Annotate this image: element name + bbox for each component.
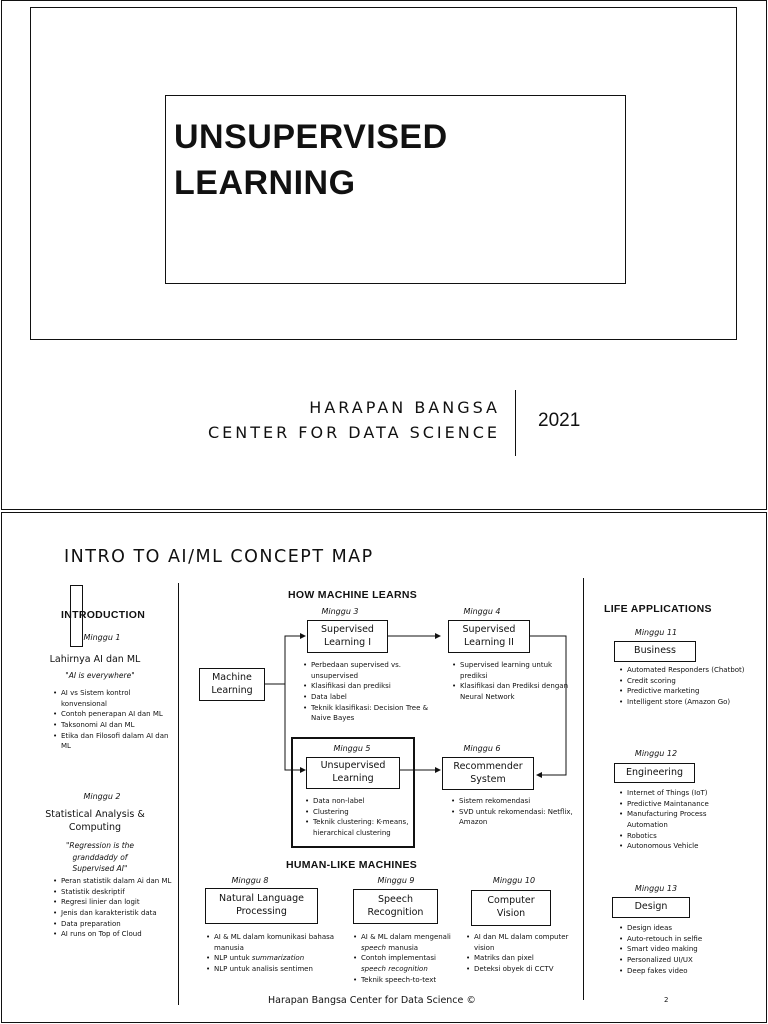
engineering-bullet: • Internet of Things (IoT) bbox=[627, 788, 746, 799]
intro-bullet: • Etika dan Filosofi dalam AI dan ML bbox=[61, 731, 176, 752]
nlp-bullet: • AI & ML dalam komunikasi bahasa manusia bbox=[214, 932, 335, 953]
sr-bullet-italic: speech bbox=[361, 943, 386, 952]
sl2-line-1: Supervised bbox=[462, 623, 516, 635]
sr-line-2: Recognition bbox=[367, 906, 424, 918]
ul-bullet: • Teknik clustering: K-means, hierarchical clustering bbox=[313, 817, 414, 838]
sr-bullets bbox=[352, 932, 452, 985]
week-5-label: Minggu 5 bbox=[333, 744, 371, 753]
business-bullet: • Credit scoring bbox=[627, 676, 746, 687]
cv-bullet: • AI dan ML dalam computer vision bbox=[474, 932, 575, 953]
cv-bullet: • Deteksi obyek di CCTV bbox=[474, 964, 575, 975]
engineering-bullet: • Predictive Maintanance bbox=[627, 799, 746, 810]
ul-line-2: Learning bbox=[332, 773, 374, 784]
rs-bullets bbox=[450, 796, 580, 828]
cv-bullet: • Matriks dan pixel bbox=[474, 953, 575, 964]
week-10-label: Minggu 10 bbox=[492, 876, 536, 885]
week-8-label: Minggu 8 bbox=[231, 876, 269, 885]
sr-line-1: Speech bbox=[377, 893, 413, 905]
intro-bullet: • Regresi linier dan logit bbox=[61, 897, 176, 908]
week-3-label: Minggu 3 bbox=[321, 607, 359, 616]
design-bullets bbox=[618, 923, 746, 976]
sl1-bullet: • Teknik klasifikasi: Decision Tree & Naive Bayes bbox=[311, 703, 434, 724]
intro-bullet: • Statistik deskriptif bbox=[61, 887, 176, 898]
sr-bullet-text-end: manusia bbox=[386, 943, 419, 952]
design-bullet: • Smart video making bbox=[627, 944, 746, 955]
business-bullet: • Predictive marketing bbox=[627, 686, 746, 697]
nlp-bullet-text: NLP untuk bbox=[214, 954, 252, 963]
sr-bullet-text: AI & ML dalam mengenali bbox=[361, 933, 451, 941]
sr-bullet bbox=[361, 953, 452, 974]
business-bullet: • Automated Responders (Chatbot) bbox=[627, 665, 746, 676]
week-6-label: Minggu 6 bbox=[463, 744, 501, 753]
week-4-label: Minggu 4 bbox=[463, 607, 501, 616]
unsupervised-learning-box bbox=[306, 757, 400, 789]
quote-2-line-3: Supervised AI" bbox=[72, 864, 128, 873]
engineering-bullets bbox=[618, 788, 746, 852]
intro-bullet: • Peran statistik dalam Ai dan ML bbox=[61, 876, 176, 887]
engineering-bullet: • Autonomous Vehicle bbox=[627, 841, 746, 852]
design-bullet: • Design ideas bbox=[627, 923, 746, 934]
intro-bullet: • Taksonomi AI dan ML bbox=[61, 720, 176, 731]
design-bullet: • Auto-retouch in selfie bbox=[627, 934, 746, 945]
slide-footer: Harapan Bangsa Center for Data Science © bbox=[268, 995, 476, 1006]
nlp-bullet-italic: summarization bbox=[251, 954, 305, 963]
ul-bullet: • Data non-label bbox=[313, 796, 414, 807]
nlp-bullet: • NLP untuk analisis sentimen bbox=[214, 964, 335, 975]
week-1-label: Minggu 1 bbox=[83, 633, 121, 642]
rs-bullet: • Sistem rekomendasi bbox=[459, 796, 580, 807]
sr-bullet-text: Contoh implementasi bbox=[361, 954, 436, 963]
engineering-bullet: • Robotics bbox=[627, 831, 746, 842]
sr-bullet: • Teknik speech-to-text bbox=[361, 975, 452, 986]
cv-line-2: Vision bbox=[496, 908, 526, 919]
quote-2-line-1: "Regression is the bbox=[65, 841, 135, 850]
rs-bullet: • SVD untuk rekomendasi: Netflix, Amazon bbox=[459, 807, 580, 828]
org-line-2: CENTER FOR DATA SCIENCE bbox=[207, 423, 500, 442]
nlp-bullet bbox=[214, 953, 335, 964]
quote-2-line-2: granddaddy of bbox=[72, 852, 128, 862]
nlp-bullets bbox=[205, 932, 335, 975]
recommender-system-box bbox=[442, 757, 534, 790]
design-box: Design bbox=[612, 897, 690, 918]
intro-bullet: • Contoh penerapan AI dan ML bbox=[61, 709, 176, 720]
ml-line-1: Machine bbox=[212, 671, 252, 683]
sr-bullet-italic: speech recognition bbox=[361, 964, 428, 973]
week-2-label: Minggu 2 bbox=[83, 792, 121, 801]
rs-line-2: System bbox=[470, 773, 506, 785]
ul-bullets bbox=[304, 796, 414, 839]
machine-learning-box bbox=[199, 668, 265, 701]
rs-line-1: Recommender bbox=[453, 760, 523, 772]
sl1-bullet: • Data label bbox=[311, 692, 434, 703]
engineering-box: Engineering bbox=[614, 763, 695, 783]
intro-bullet: • Jenis dan karakteristik data bbox=[61, 908, 176, 919]
sl2-bullet: • Supervised learning untuk prediksi bbox=[460, 660, 576, 681]
week-9-label: Minggu 9 bbox=[377, 876, 415, 885]
topic-2-line-2: Computing bbox=[68, 822, 122, 833]
sl2-bullet: • Klasifikasi dan Prediksi dengan Neural Network bbox=[460, 681, 576, 702]
sl2-bullets bbox=[451, 660, 576, 703]
topic-2-line-1: Statistical Analysis & bbox=[45, 809, 145, 820]
year: 2021 bbox=[538, 410, 581, 431]
sl2-line-2: Learning II bbox=[464, 636, 514, 648]
intro-bullet: • AI runs on Top of Cloud bbox=[61, 929, 176, 940]
cv-line-1: Computer bbox=[487, 895, 535, 907]
sr-bullet bbox=[361, 932, 452, 953]
design-bullet: • Deep fakes video bbox=[627, 966, 746, 977]
human-like-machines-heading: HUMAN-LIKE MACHINES bbox=[286, 859, 418, 871]
intro-bullet: • AI vs Sistem kontrol konvensional bbox=[61, 688, 176, 709]
week-13-label: Minggu 13 bbox=[634, 884, 678, 893]
quote-ai-everywhere: "AI is everywhere" bbox=[65, 671, 135, 680]
slide-title-line-2: LEARNING bbox=[174, 164, 356, 202]
cv-bullets bbox=[465, 932, 575, 975]
nlp-line-2: Processing bbox=[236, 906, 287, 917]
ul-bullet: • Clustering bbox=[313, 807, 414, 818]
sl1-bullets bbox=[302, 660, 434, 724]
week-11-label: Minggu 11 bbox=[634, 628, 678, 637]
nlp-box bbox=[205, 888, 318, 924]
sl1-bullet: • Klasifikasi dan prediksi bbox=[311, 681, 434, 692]
ul-line-1: Unsupervised bbox=[320, 760, 386, 772]
intro-bullet: • Data preparation bbox=[61, 919, 176, 930]
sl1-line-1: Supervised bbox=[321, 623, 374, 635]
how-machine-learns-heading: HOW MACHINE LEARNS bbox=[288, 589, 418, 601]
topic-lahirnya-ai: Lahirnya AI dan ML bbox=[49, 654, 141, 665]
slide-title-line-1: UNSUPERVISED bbox=[174, 118, 448, 156]
page-number: 2 bbox=[664, 996, 669, 1004]
sl1-line-2: Learning I bbox=[323, 636, 372, 648]
business-bullet: • Intelligent store (Amazon Go) bbox=[627, 697, 746, 708]
supervised-learning-2-box bbox=[448, 620, 530, 653]
nlp-line-1: Natural Language bbox=[219, 893, 304, 905]
computer-vision-box bbox=[471, 890, 551, 926]
ml-line-2: Learning bbox=[211, 684, 253, 696]
design-bullet: • Personalized UI/UX bbox=[627, 955, 746, 966]
engineering-bullet: • Manufacturing Process Automation bbox=[627, 809, 746, 830]
business-bullets bbox=[618, 665, 746, 708]
sl1-bullet: • Perbedaan supervised vs. unsupervised bbox=[311, 660, 434, 681]
slide-2-title: INTRO TO AI/ML CONCEPT MAP bbox=[64, 547, 374, 567]
supervised-learning-1-box bbox=[307, 620, 388, 653]
introduction-heading: INTRODUCTION bbox=[61, 609, 146, 621]
business-box: Business bbox=[614, 641, 696, 662]
week-12-label: Minggu 12 bbox=[634, 749, 678, 758]
speech-recognition-box bbox=[353, 889, 438, 924]
org-line-1: HARAPAN BANGSA bbox=[309, 398, 500, 417]
life-applications-heading: LIFE APPLICATIONS bbox=[604, 603, 712, 615]
